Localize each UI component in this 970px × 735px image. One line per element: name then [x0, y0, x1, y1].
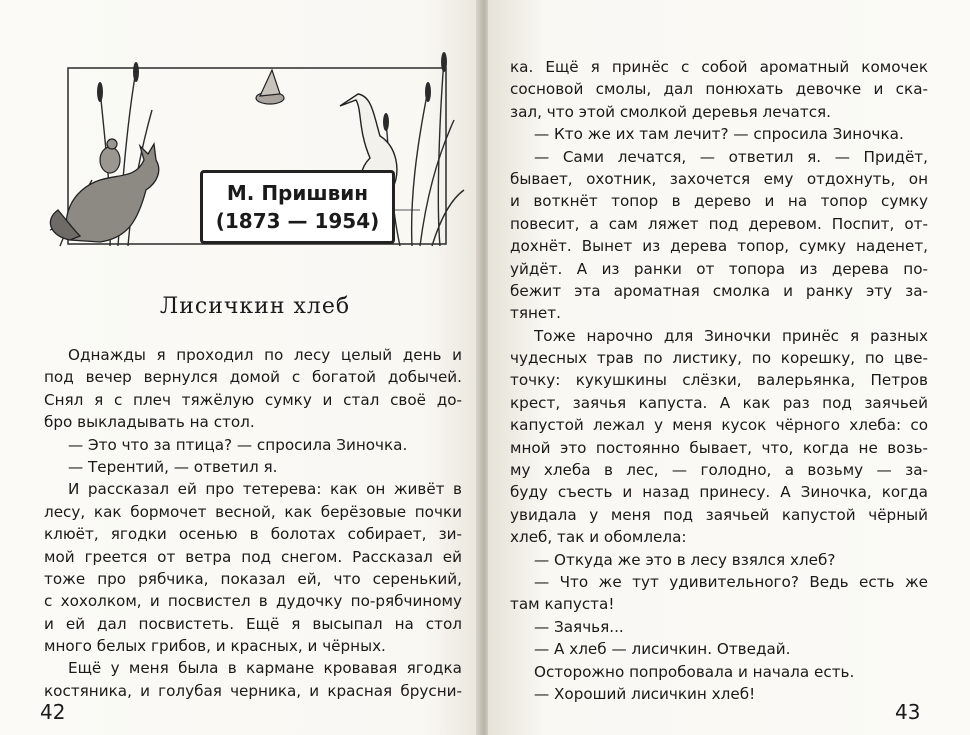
text-line: Ещё у меня была в кармане кровавая ягодка	[68, 659, 462, 678]
story-title: Лисичкин хлеб	[159, 294, 351, 319]
text-line: мной это постоянно бывает, что, когда не возь-	[510, 438, 928, 457]
author-name: М. Пришвин	[226, 181, 369, 205]
text-line: хлеб, так и обомлела:	[510, 528, 687, 547]
text-line: мой греется от ветра под снегом. Рассказал ей	[44, 547, 462, 566]
page-number-left: 42	[40, 700, 66, 724]
right-page	[488, 0, 970, 735]
page-number-right: 43	[895, 700, 921, 724]
text-line: — Заячья...	[534, 617, 624, 636]
text-line: бывает, охотник, захочется ему отдохнуть, он	[510, 169, 928, 188]
text-line: — А хлеб — лисичкин. Отведай.	[534, 640, 791, 659]
text-line: бежит эта ароматная смолка и ранку эту за-	[510, 281, 928, 300]
forest-illustration	[40, 50, 470, 260]
text-line: много белых грибов, и красных, и чёрных.	[44, 637, 386, 656]
text-line: зал, что этой смолкой деревья лечатся.	[510, 102, 832, 121]
text-line: — Терентий, — ответил я.	[68, 457, 278, 476]
text-line: Тоже нарочно для Зиночки принёс я разных	[534, 326, 928, 345]
text-line: крест, заячья капуста. А как раз под заячьей	[510, 393, 928, 412]
left-page	[0, 0, 482, 735]
text-line: ка. Ещё я принёс с собой ароматный комочек	[510, 58, 928, 76]
text-line: — Откуда же это в лесу взялся хлеб?	[534, 550, 836, 569]
text-line: Однажды я проходил по лесу целый день и	[68, 346, 462, 364]
text-line: под вечер вернулся домой с богатой добычей.	[44, 368, 462, 387]
text-line: повесит, а сам ляжет под деревом. Поспит, от-	[510, 214, 928, 233]
author-plate	[200, 170, 395, 244]
text-line: И рассказал ей про тетерева: как он живёт в	[68, 480, 462, 499]
text-line: и ей дал посвистеть. Ещё я высыпал на стол	[44, 614, 462, 633]
text-line: — Кто же их там лечит? — спросила Зиночка.	[534, 125, 904, 144]
text-line: лесу, как бормочет весной, как берёзовые почки	[44, 502, 462, 521]
text-line: уйдёт. А из ранки от топора из дерева по-	[510, 259, 928, 278]
text-line: тянет.	[510, 304, 561, 323]
text-line: бро выкладывать на стол.	[44, 413, 255, 432]
text-line: — Хороший лисичкин хлеб!	[534, 684, 756, 703]
text-line: тоже про рябчика, показал ей, что серенький,	[44, 569, 462, 588]
text-line: — Что же тут удивительного? Ведь есть же	[534, 572, 928, 591]
text-line: сосновой смолы, дал понюхать девочке и ска-	[510, 80, 928, 99]
text-line: чудесных трав по листику, по корешку, по цве-	[510, 349, 928, 368]
text-line: буду съесть и назад принесу. А Зиночка, когда	[510, 483, 928, 502]
text-line: костяника, и голубая черника, и красная брусни-	[44, 681, 462, 700]
text-line: — Это что за птица? — спросила Зиночка.	[68, 435, 408, 454]
text-line: Осторожно попробовала и начала есть.	[534, 662, 855, 681]
text-line: дохнёт. Вынет из дерева топор, сумку наденет,	[510, 237, 928, 256]
text-line: с хохолком, и посвистел в дудочку по-рябчиному	[44, 592, 462, 611]
text-line: точку: кукушкины слёзки, валерьянка, Петров	[510, 371, 928, 390]
text-line: клюёт, ягодки осенью в болотах собирает, зи-	[44, 525, 462, 544]
text-line: Снял я с плеч тяжёлую сумку и стал своё до-	[44, 390, 462, 409]
text-line: капустой лежал у меня кусок чёрного хлеба: со	[510, 416, 928, 435]
text-line: — Сами лечатся, — ответил я. — Придёт,	[534, 147, 928, 166]
text-line: там капуста!	[510, 595, 615, 614]
text-line: и воткнёт топор в дерево и на топор сумку	[510, 192, 928, 211]
text-line: увидала у меня под заячьей капустой чёрный	[510, 505, 928, 524]
left-body-text	[44, 344, 462, 702]
author-years: (1873 — 1954)	[215, 209, 380, 233]
right-body-text	[510, 56, 928, 705]
text-line: му хлеба в лес, — голодно, а возьму — за-	[510, 461, 928, 480]
